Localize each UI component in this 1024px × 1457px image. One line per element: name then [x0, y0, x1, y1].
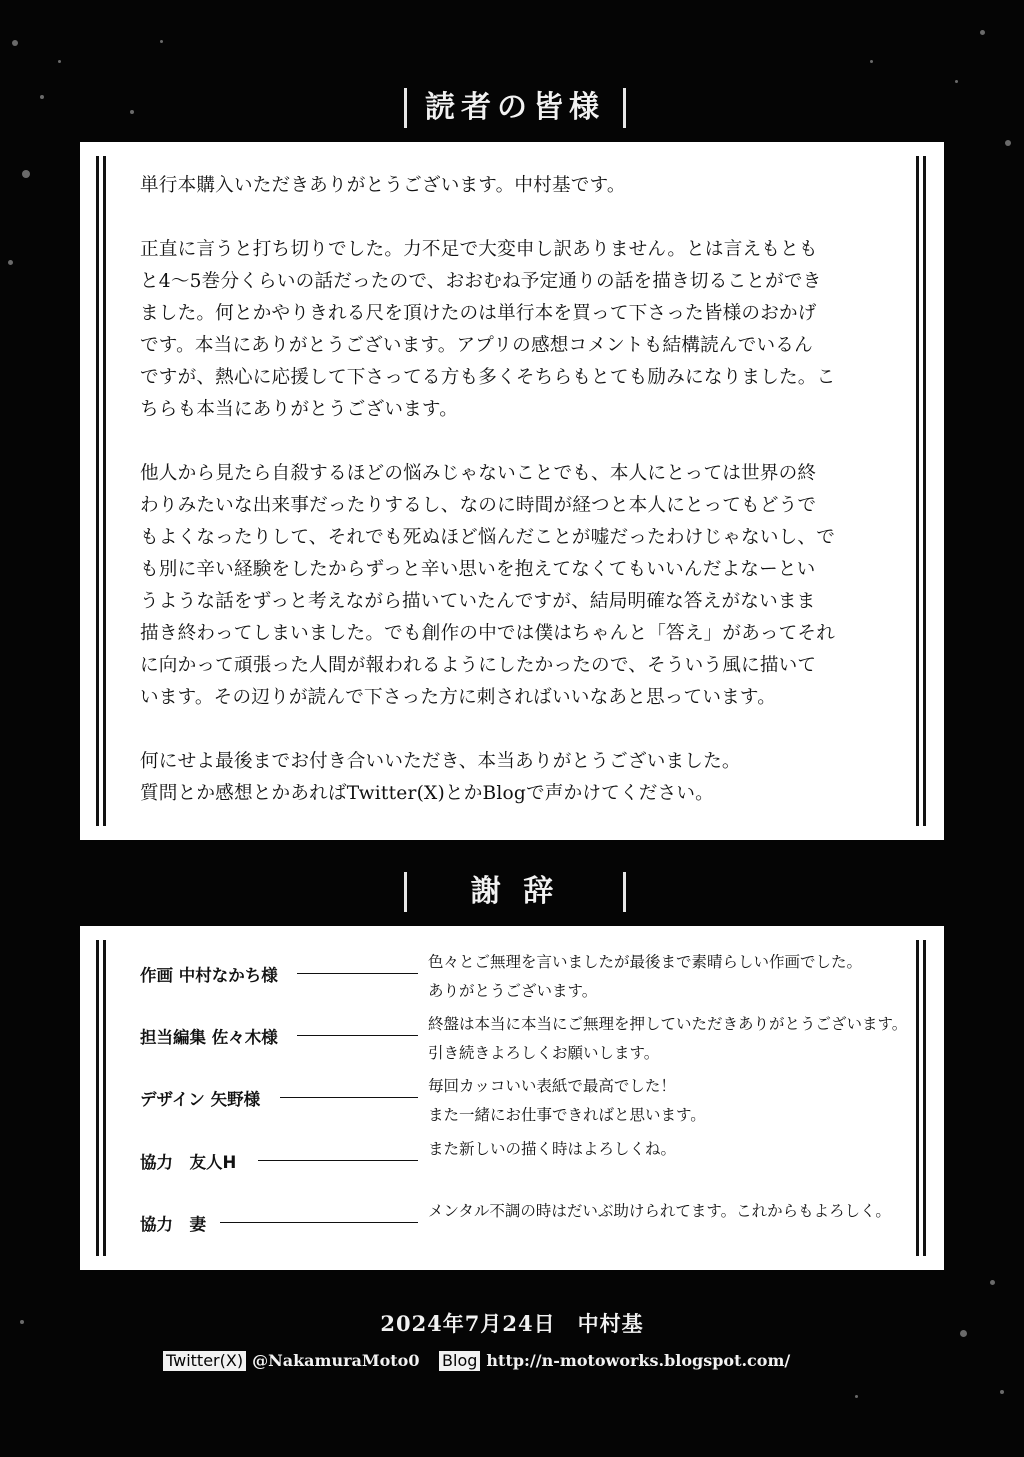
date-author: 2024年7月24日 中村基 — [380, 1311, 644, 1336]
blog-label: Blog — [439, 1351, 480, 1371]
credit-leader-line — [297, 973, 418, 974]
credit-role: 協力 友人H — [140, 1153, 237, 1172]
twitter-handle-link[interactable]: @NakamuraMoto0 — [252, 1351, 420, 1370]
credit-friend — [140, 1127, 920, 1187]
credit-message: また新しいの描く時はよろしくね。 — [428, 1140, 677, 1158]
acknowledgments-panel — [80, 926, 944, 1270]
afterword-panel — [80, 142, 944, 840]
credit-message: 毎回カッコいい表紙で最高でした！ また一緒にお仕事できればと思います。 — [428, 1077, 706, 1124]
blog-url-link[interactable]: http://n-motoworks.blogspot.com/ — [486, 1351, 791, 1370]
paragraph-theme: 他人から見たら自殺するほどの悩みじゃないことでも、本人にとっては世界の終 わりみたいな出来事だったりするし、なのに時間が経つと本人にとってもどうで もよくなったりして、それでも死ぬほど悩んだことが嘘だったわけじゃないし、で も別に辛い経験をしたからずっと辛い思いを抱えてなくてもいいんだよなーとい うような話をずっと考えながら描いていたんですが、結局明確な答えがないまま 描き終わってしまいました。でも創作の中では僕はちゃんと「答え」があってそれ に向かって頑張った人間が報われるようにしたかったので、そういう風に描いて います。その辺りが読んで下さった方に刺さればいいなあと思っています。 — [140, 463, 835, 708]
credit-leader-line — [297, 1035, 418, 1036]
left-rail-decoration — [96, 156, 108, 826]
credit-role: デザイン 矢野様 — [140, 1090, 261, 1109]
acknowledgments-heading: 謝 辞 — [404, 872, 626, 912]
right-rail-decoration — [916, 156, 928, 826]
credit-leader-line — [280, 1097, 418, 1098]
credit-leader-line — [258, 1160, 418, 1161]
paragraph-closing: 何にせよ最後までお付き合いいただき、本当ありがとうございました。 質問とか感想とかあればTwitter(X)とかBlogで声かけてください。 — [140, 751, 741, 804]
credit-message: 終盤は本当に本当にご無理を押していただきありがとうございます。 引き続きよろしくお願いします。 — [428, 1015, 908, 1062]
paragraph-greeting: 単行本購入いただきありがとうございます。中村基です。 — [140, 175, 626, 196]
left-rail-decoration — [96, 940, 108, 1256]
credit-editor — [140, 1002, 920, 1062]
afterword-text — [140, 170, 890, 810]
credit-role: 作画 中村なかち様 — [140, 966, 278, 985]
readers-heading: 読者の皆様 — [404, 88, 626, 128]
credit-artist — [140, 940, 920, 1000]
credit-message: 色々とご無理を言いましたが最後まで素晴らしい作画でした。 ありがとうございます。 — [428, 953, 863, 1000]
contact-links — [163, 1350, 796, 1372]
credit-message: メンタル不調の時はだいぶ助けられてます。これからもよろしく。 — [428, 1202, 891, 1220]
twitter-label: Twitter(X) — [163, 1351, 246, 1371]
credit-role: 協力 妻 — [140, 1215, 206, 1234]
credit-designer — [140, 1064, 920, 1124]
paragraph-cancellation: 正直に言うと打ち切りでした。力不足で大変申し訳ありません。とは言えもとも と4〜5巻分くらいの話だったので、おおむね予定通りの話を描き切ることができ ました。何とかやりきれる尺を頂けたのは単行本を買って下さった皆様のおかげ です。本当にありがとうございます。アプリの感想コメントも結構読んでいるん ですが、熱心に応援して下さってる方も多くそちらもとても励みになりました。こ ちらも本当にありがとうございます。 — [140, 239, 836, 420]
credit-wife — [140, 1189, 920, 1249]
credit-role: 担当編集 佐々木様 — [140, 1028, 278, 1047]
credit-leader-line — [220, 1222, 418, 1223]
